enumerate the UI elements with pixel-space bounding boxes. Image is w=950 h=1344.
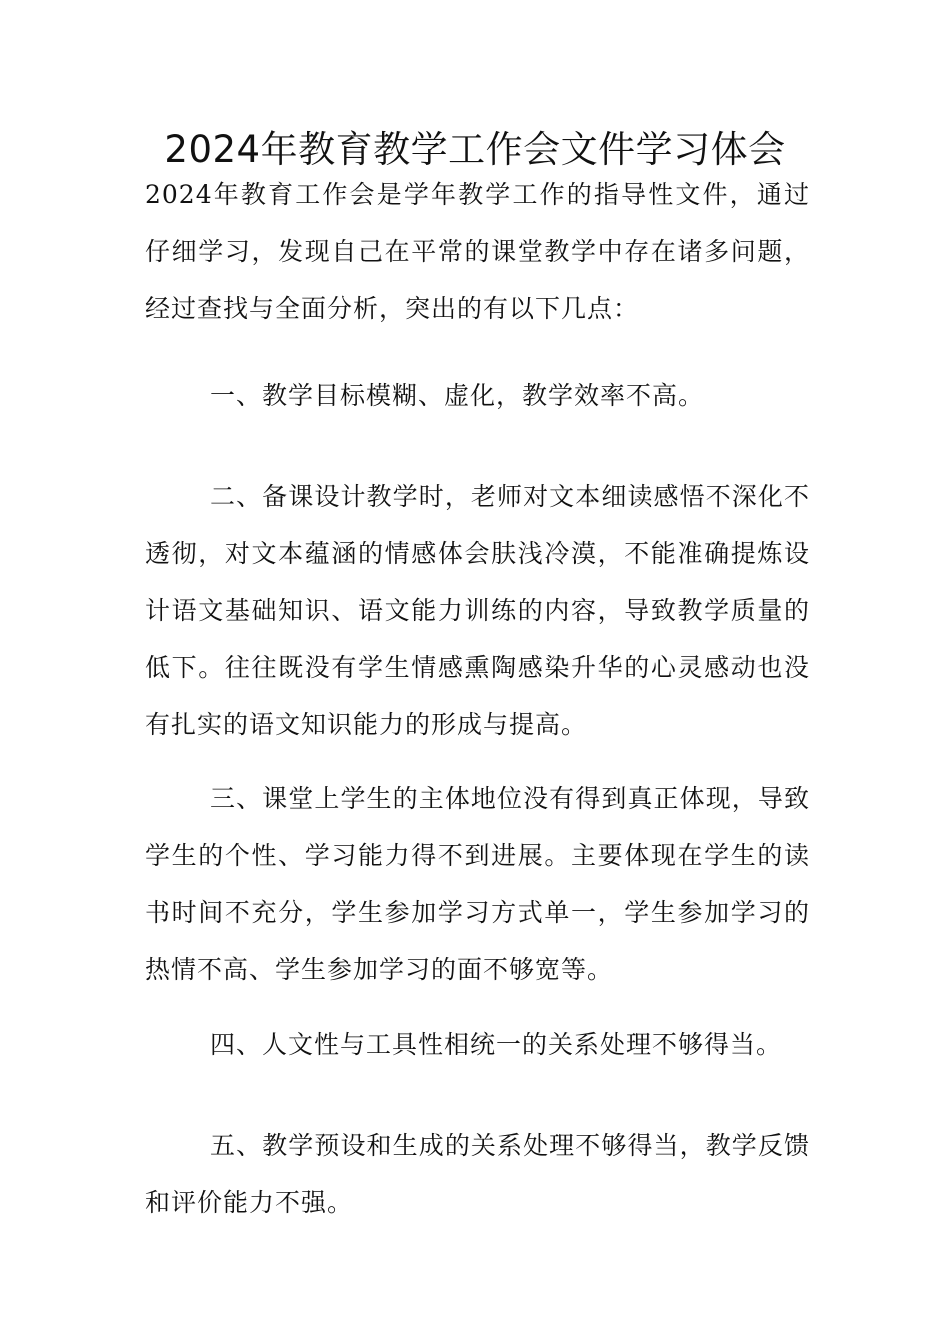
intro-paragraph: 2024年教育工作会是学年教学工作的指导性文件，通过仔细学习，发现自己在平常的课堂教学中存在诸多问题，经过查找与全面分析，突出的有以下几点： xyxy=(145,180,810,323)
point-two-paragraph: 二、备课设计教学时，老师对文本细读感悟不深化不透彻，对文本蕴涵的情感体会肤浅冷漠，不能准确提炼设计语文基础知识、语文能力训练的内容，导致教学质量的低下。往往既没有学生情感熏陶感染升华的心灵感动也没有扎实的语文知识能力的形成与提高。 xyxy=(145,482,810,739)
document-title: 2024年教育教学工作会文件学习体会 xyxy=(164,128,786,171)
point-three-paragraph: 三、课堂上学生的主体地位没有得到真正体现，导致学生的个性、学习能力得不到进展。主要体现在学生的读书时间不充分，学生参加学习方式单一，学生参加学习的热情不高、学生参加学习的面不够宽等。 xyxy=(145,784,810,984)
point-five-paragraph: 五、教学预设和生成的关系处理不够得当，教学反馈和评价能力不强。 xyxy=(145,1131,810,1217)
point-four-paragraph: 四、人文性与工具性相统一的关系处理不够得当。 xyxy=(210,1030,783,1059)
point-one-paragraph: 一、教学目标模糊、虚化，教学效率不高。 xyxy=(210,381,705,410)
